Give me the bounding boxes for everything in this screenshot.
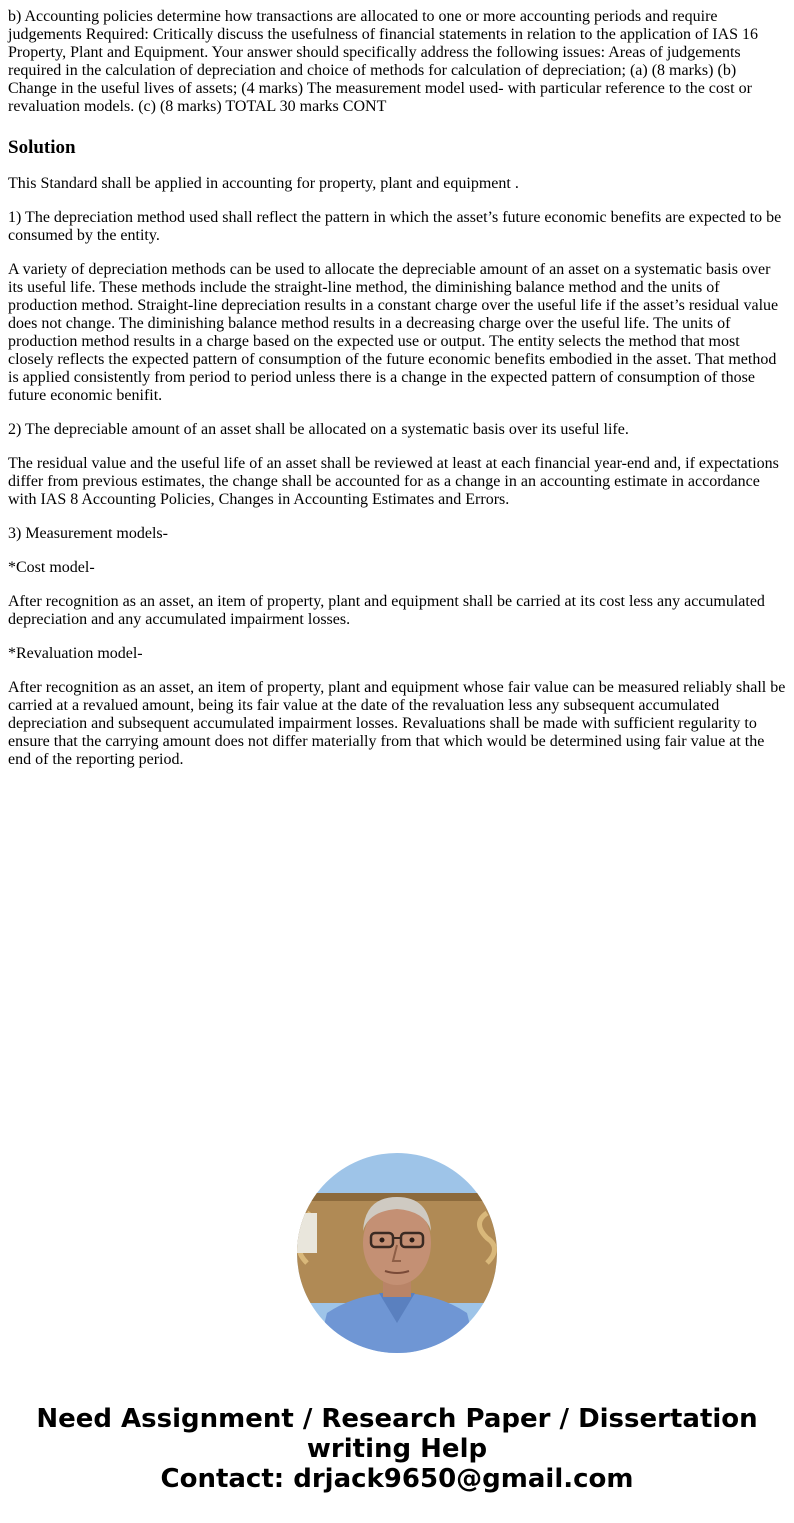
solution-paragraph: 2) The depreciable amount of an asset shall be allocated on a systematic basis over its useful life.	[8, 421, 629, 438]
solution-heading: Solution	[8, 137, 76, 158]
solution-paragraph: This Standard shall be applied in accounting for property, plant and equipment .	[8, 175, 519, 192]
solution-paragraph: The residual value and the useful life of an asset shall be reviewed at least at each financial year-end and, if expectations differ from previous estimates, the change shall be accounted for as a change in an accounting estimate in accordance with IAS 8 Accounting Policies, Changes in Accounting Estimates and Errors.	[8, 455, 779, 508]
solution-paragraph: A variety of depreciation methods can be used to allocate the depreciable amount of an asset on a systematic basis over its useful life. These methods include the straight-line method, the diminishing balance method and the units of production method. Straight-line depreciation results in a constant charge over the useful life if the asset’s residual value does not change. The diminishing balance method results in a decreasing charge over the useful life. The units of production method results in a charge based on the expected use or output. The entity selects the method that most closely reflects the expected pattern of consumption of the future economic benefits embodied in the asset. That method is applied consistently from period to period unless there is a change in the expected pattern of consumption of those future economic benifit.	[8, 261, 779, 404]
solution-paragraph: 3) Measurement models-	[8, 525, 168, 542]
solution-paragraph: After recognition as an asset, an item of property, plant and equipment shall be carried at its cost less any accumulated depreciation and any accumulated impairment losses.	[8, 593, 765, 628]
promo-contact: Contact: drjack9650@gmail.com	[160, 1464, 634, 1494]
solution-paragraph: 1) The depreciation method used shall reflect the pattern in which the asset’s future economic benefits are expected to be consumed by the entity.	[8, 209, 782, 244]
solution-paragraph: After recognition as an asset, an item of property, plant and equipment whose fair value can be measured reliably shall be carried at a revalued amount, being its fair value at the date of the revaluation less any subsequent accumulated depreciation and subsequent accumulated impairment losses. Revaluations shall be made with sufficient regularity to ensure that the carrying amount does not differ materially from that which would be determined using fair value at the end of the reporting period.	[8, 679, 786, 768]
document-body	[8, 8, 786, 785]
promo-banner	[0, 1404, 794, 1494]
question-text: b) Accounting policies determine how transactions are allocated to one or more accounting periods and require judgements Required: Critically discuss the usefulness of financial statements in relation to the application of IAS 16 Property, Plant and Equipment. Your answer should specifically address the following issues: Areas of judgements required in the calculation of depreciation and choice of methods for calculation of depreciation; (a) (8 marks) (b) Change in the useful lives of assets; (4 marks) The measurement model used- with particular reference to the cost or revaluation models. (c) (8 marks) TOTAL 30 marks CONT	[8, 8, 759, 115]
solution-paragraph: *Revaluation model-	[8, 645, 143, 662]
promo-line-2: writing Help	[306, 1434, 488, 1464]
tutor-avatar	[297, 1153, 497, 1353]
promo-line-1: Need Assignment / Research Paper / Dissertation	[36, 1404, 758, 1434]
solution-paragraph: *Cost model-	[8, 559, 95, 576]
